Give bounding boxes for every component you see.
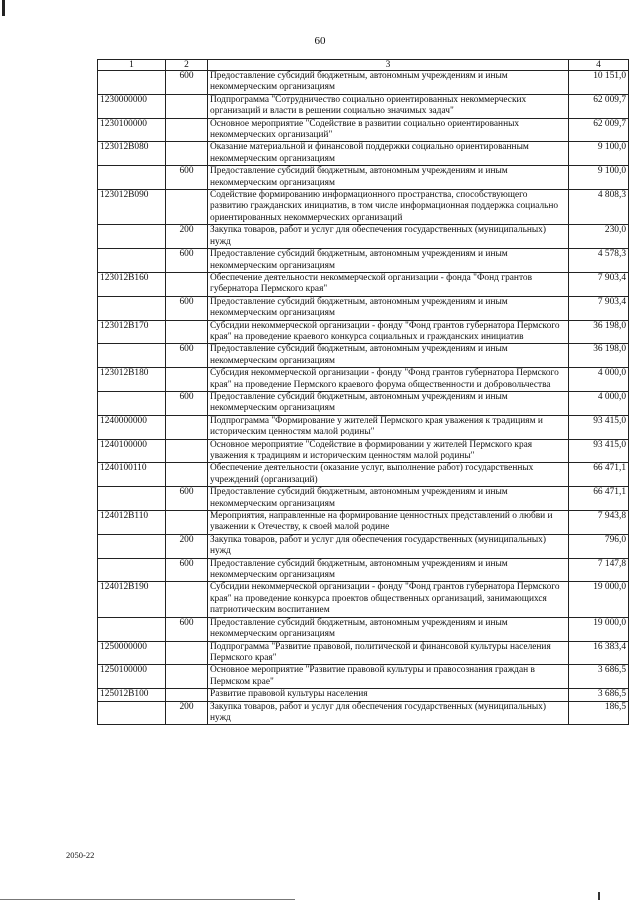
row-amount-cell: 93 415,0 [569,415,629,439]
row-code-cell: 125012В100 [98,689,166,701]
row-expense-type-cell [166,463,208,487]
row-code-cell [98,617,166,641]
row-expense-type-cell [166,368,208,392]
table-row [98,641,629,665]
table-row [98,71,629,95]
table-row [98,665,629,689]
row-name-cell: Субсидии некоммерческой организации - фонду "Фонд грантов губернатора Пермского края" на проведение краевого конкурса социальных и гражданских инициатив [208,320,569,344]
row-name-cell: Основное мероприятие "Развитие правовой культуры и правосознания граждан в Пермском крае" [208,665,569,689]
row-code-cell [98,558,166,582]
row-amount-cell: 186,5 [569,701,629,725]
table-row [98,166,629,190]
table-row [98,689,629,701]
row-code-cell: 1240100110 [98,463,166,487]
row-amount-cell: 3 686,5 [569,689,629,701]
row-code-cell [98,701,166,725]
table-row [98,320,629,344]
table-row [98,118,629,142]
row-code-cell: 1230000000 [98,94,166,118]
row-expense-type-cell: 600 [166,487,208,511]
row-amount-cell: 93 415,0 [569,439,629,463]
row-name-cell: Предоставление субсидий бюджетным, автономным учреждениям и иным некоммерческим организациям [208,166,569,190]
row-expense-type-cell [166,582,208,617]
row-name-cell: Предоставление субсидий бюджетным, автономным учреждениям и иным некоммерческим организациям [208,344,569,368]
row-name-cell: Закупка товаров, работ и услуг для обеспечения государственных (муниципальных) нужд [208,701,569,725]
document-code: 2050-22 [66,850,95,860]
row-amount-cell: 10 151,0 [569,71,629,95]
table-row [98,391,629,415]
bottom-rule [0,899,295,900]
row-amount-cell: 16 383,4 [569,641,629,665]
row-expense-type-cell: 200 [166,701,208,725]
row-amount-cell: 3 686,5 [569,665,629,689]
row-expense-type-cell: 600 [166,166,208,190]
column-number-3: 3 [208,60,569,71]
column-number-row [98,60,629,71]
table-row [98,142,629,166]
row-expense-type-cell: 600 [166,71,208,95]
row-name-cell: Предоставление субсидий бюджетным, автономным учреждениям и иным некоммерческим организациям [208,558,569,582]
row-code-cell [98,534,166,558]
row-name-cell: Основное мероприятие "Содействие в формировании у жителей Пермского края уважения к традициям и историческим ценностям малой родины" [208,439,569,463]
row-code-cell: 123012В090 [98,190,166,225]
row-amount-cell: 4 578,3 [569,249,629,273]
table-row [98,415,629,439]
row-expense-type-cell [166,665,208,689]
row-amount-cell: 36 198,0 [569,344,629,368]
row-expense-type-cell [166,272,208,296]
table-row [98,617,629,641]
table-row [98,439,629,463]
column-number-1: 1 [98,60,166,71]
row-code-cell: 123012В080 [98,142,166,166]
row-expense-type-cell [166,511,208,535]
row-expense-type-cell [166,94,208,118]
row-name-cell: Оказание материальной и финансовой поддержки социально ориентированным некоммерческим организациям [208,142,569,166]
row-name-cell: Предоставление субсидий бюджетным, автономным учреждениям и иным некоммерческим организациям [208,391,569,415]
row-expense-type-cell [166,415,208,439]
row-name-cell: Обеспечение деятельности (оказание услуг, выполнение работ) государственных учреждений (организаций) [208,463,569,487]
table-row [98,272,629,296]
row-code-cell: 1240000000 [98,415,166,439]
table-row [98,582,629,617]
row-expense-type-cell: 600 [166,344,208,368]
row-name-cell: Обеспечение деятельности некоммерческой организации - фонда "Фонд грантов губернатора Пермского края" [208,272,569,296]
table-row [98,701,629,725]
row-name-cell: Содействие формированию информационного пространства, способствующего развитию гражданских инициатив, в том числе информационная поддержка социально ориентированных некоммерческих организаций [208,190,569,225]
row-amount-cell: 4 000,0 [569,391,629,415]
scan-tail-mark [598,892,600,900]
row-code-cell [98,487,166,511]
row-code-cell: 1230100000 [98,118,166,142]
row-code-cell: 123012В170 [98,320,166,344]
row-code-cell: 1240100000 [98,439,166,463]
row-expense-type-cell: 600 [166,296,208,320]
row-amount-cell: 36 198,0 [569,320,629,344]
row-amount-cell: 7 943,8 [569,511,629,535]
row-code-cell [98,166,166,190]
budget-table-body [98,60,629,725]
row-code-cell: 123012В180 [98,368,166,392]
table-row [98,368,629,392]
row-expense-type-cell: 600 [166,558,208,582]
row-amount-cell: 9 100,0 [569,166,629,190]
row-code-cell [98,344,166,368]
table-row [98,344,629,368]
row-name-cell: Закупка товаров, работ и услуг для обеспечения государственных (муниципальных) нужд [208,225,569,249]
row-name-cell: Предоставление субсидий бюджетным, автономным учреждениям и иным некоммерческим организациям [208,617,569,641]
row-amount-cell: 4 000,0 [569,368,629,392]
row-amount-cell: 19 000,0 [569,582,629,617]
page-number: 60 [314,35,326,47]
row-amount-cell: 7 903,4 [569,296,629,320]
row-expense-type-cell [166,439,208,463]
row-amount-cell: 9 100,0 [569,142,629,166]
row-expense-type-cell: 200 [166,534,208,558]
row-code-cell [98,391,166,415]
row-amount-cell: 7 147,8 [569,558,629,582]
row-name-cell: Предоставление субсидий бюджетным, автономным учреждениям и иным некоммерческим организациям [208,71,569,95]
table-row [98,190,629,225]
row-amount-cell: 66 471,1 [569,487,629,511]
budget-table [97,59,629,725]
table-row [98,487,629,511]
row-code-cell [98,249,166,273]
row-name-cell: Мероприятия, направленные на формирование ценностных представлений о любви и уважении к Отечеству, к своей малой родине [208,511,569,535]
row-code-cell [98,296,166,320]
row-code-cell: 1250100000 [98,665,166,689]
row-amount-cell: 66 471,1 [569,463,629,487]
table-row [98,296,629,320]
row-amount-cell: 19 000,0 [569,617,629,641]
row-code-cell: 124012В190 [98,582,166,617]
row-name-cell: Развитие правовой культуры населения [208,689,569,701]
row-name-cell: Предоставление субсидий бюджетным, автономным учреждениям и иным некоммерческим организациям [208,249,569,273]
row-expense-type-cell [166,142,208,166]
row-code-cell [98,225,166,249]
row-expense-type-cell [166,689,208,701]
row-expense-type-cell: 600 [166,391,208,415]
row-code-cell: 1250000000 [98,641,166,665]
row-expense-type-cell: 200 [166,225,208,249]
row-name-cell: Предоставление субсидий бюджетным, автономным учреждениям и иным некоммерческим организациям [208,487,569,511]
column-number-4: 4 [569,60,629,71]
row-expense-type-cell [166,641,208,665]
row-name-cell: Подпрограмма "Развитие правовой, политической и финансовой культуры населения Пермского края" [208,641,569,665]
row-code-cell: 124012В110 [98,511,166,535]
row-amount-cell: 796,0 [569,534,629,558]
row-name-cell: Подпрограмма "Формирование у жителей Пермского края уважения к традициям и историческим ценностям малой родины" [208,415,569,439]
row-name-cell: Субсидия некоммерческой организации - фонду "Фонд грантов губернатора Пермского края" на проведение Пермского краевого форума общественности и добровольчества [208,368,569,392]
row-name-cell: Подпрограмма "Сотрудничество социально ориентированных некоммерческих организаций и власти в решении социально значимых задач" [208,94,569,118]
row-amount-cell: 62 009,7 [569,118,629,142]
row-name-cell: Основное мероприятие "Содействие в развитии социально ориентированных некоммерческих организаций" [208,118,569,142]
table-row [98,511,629,535]
row-code-cell: 123012В160 [98,272,166,296]
table-row [98,463,629,487]
row-expense-type-cell [166,320,208,344]
row-amount-cell: 7 903,4 [569,272,629,296]
row-expense-type-cell: 600 [166,617,208,641]
table-row [98,94,629,118]
row-name-cell: Предоставление субсидий бюджетным, автономным учреждениям и иным некоммерческим организациям [208,296,569,320]
row-amount-cell: 62 009,7 [569,94,629,118]
table-row [98,249,629,273]
column-number-2: 2 [166,60,208,71]
row-name-cell: Субсидии некоммерческой организации - фонду "Фонд грантов губернатора Пермского края" на проведение конкурса проектов общественных организаций, занимающихся патриотическим воспитанием [208,582,569,617]
table-row [98,534,629,558]
row-expense-type-cell [166,118,208,142]
row-code-cell [98,71,166,95]
row-expense-type-cell [166,190,208,225]
row-amount-cell: 4 808,3 [569,190,629,225]
row-amount-cell: 230,0 [569,225,629,249]
table-row [98,225,629,249]
row-expense-type-cell: 600 [166,249,208,273]
table-row [98,558,629,582]
scan-edge-mark [2,0,5,16]
row-name-cell: Закупка товаров, работ и услуг для обеспечения государственных (муниципальных) нужд [208,534,569,558]
